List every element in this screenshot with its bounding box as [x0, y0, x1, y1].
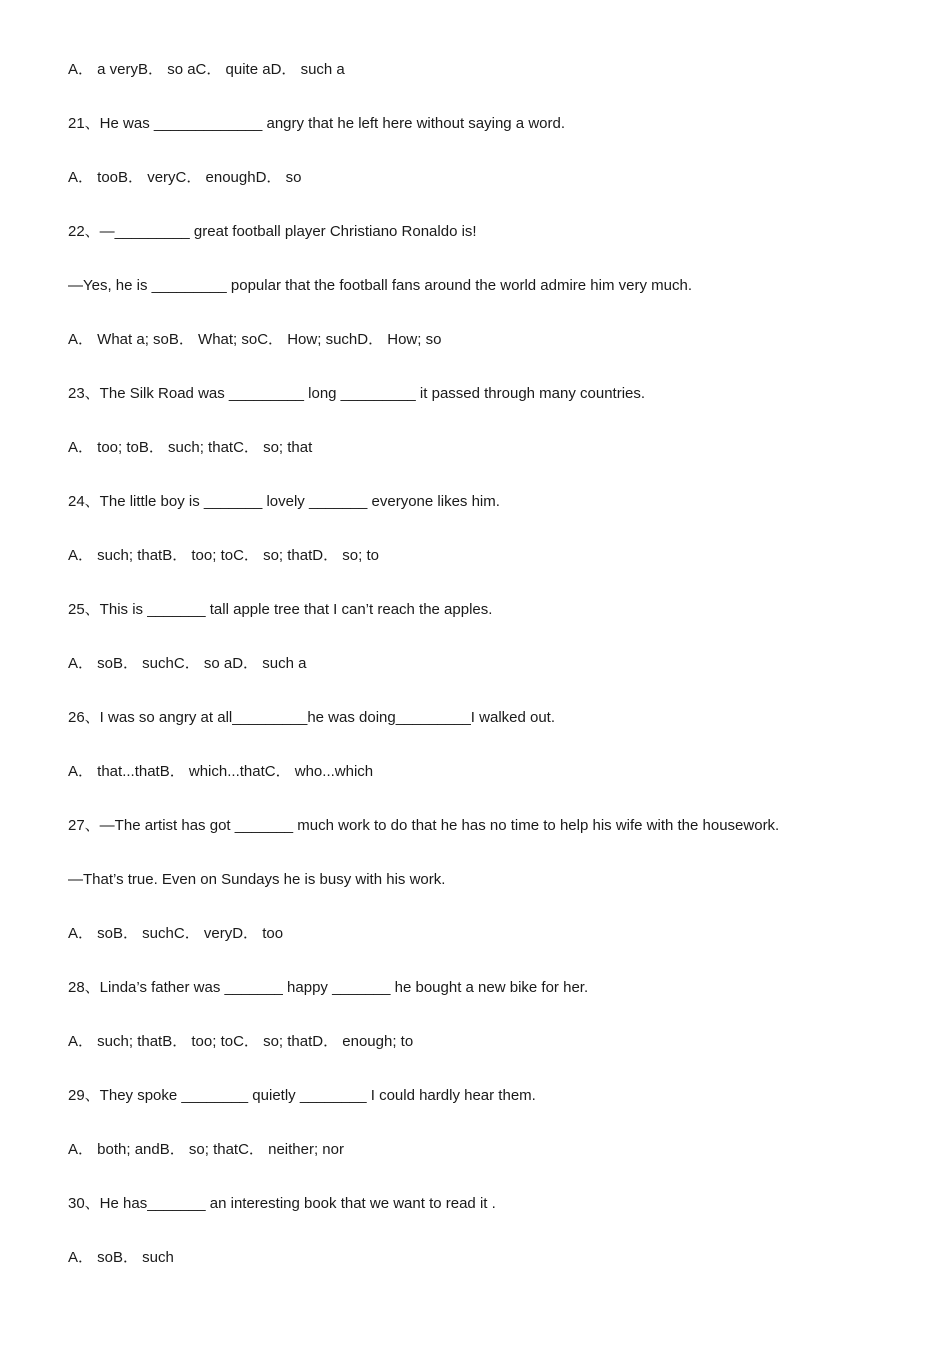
question-22: 22、—_________ great football player Christiano Ronaldo is! — [68, 223, 477, 240]
options-29: A． both; andB． so; thatC． neither; nor — [68, 1141, 344, 1158]
question-23: 23、The Silk Road was _________ long _________ it passed through many countries. — [68, 385, 646, 402]
options-30: A． soB． such — [68, 1249, 174, 1266]
question-24: 24、The little boy is _______ lovely _______ everyone likes him. — [68, 493, 500, 510]
options-25: A． soB． suchC． so aD． such a — [68, 655, 307, 672]
question-26: 26、I was so angry at all_________he was doing_________I walked out. — [68, 709, 556, 726]
options-24: A． such; thatB． too; toC． so; thatD． so; to — [68, 547, 379, 564]
question-29: 29、They spoke ________ quietly ________ I could hardly hear them. — [68, 1087, 536, 1104]
question-28: 28、Linda’s father was _______ happy _______ he bought a new bike for her. — [68, 979, 589, 996]
options-20: A． a veryB． so aC． quite aD． such a — [68, 61, 345, 78]
question-27: 27、—The artist has got _______ much work to do that he has no time to help his wife with the housework. — [68, 817, 780, 834]
question-30: 30、He has_______ an interesting book that we want to read it . — [68, 1195, 496, 1212]
question-22-response: —Yes, he is _________ popular that the football fans around the world admire him very much. — [68, 277, 692, 294]
options-22: A． What a; soB． What; soC． How; suchD． How; so — [68, 331, 442, 348]
question-25: 25、This is _______ tall apple tree that I can’t reach the apples. — [68, 601, 493, 618]
options-21: A． tooB． veryC． enoughD． so — [68, 169, 302, 186]
options-28: A． such; thatB． too; toC． so; thatD． enough; to — [68, 1033, 414, 1050]
question-21: 21、He was _____________ angry that he left here without saying a word. — [68, 115, 565, 132]
options-27: A． soB． suchC． veryD． too — [68, 925, 284, 942]
question-list — [68, 59, 908, 1301]
options-23: A． too; toB． such; thatC． so; that — [68, 439, 313, 456]
options-26: A． that...thatB． which...thatC． who...which — [68, 763, 374, 780]
question-27-response: —That’s true. Even on Sundays he is busy with his work. — [68, 871, 446, 888]
